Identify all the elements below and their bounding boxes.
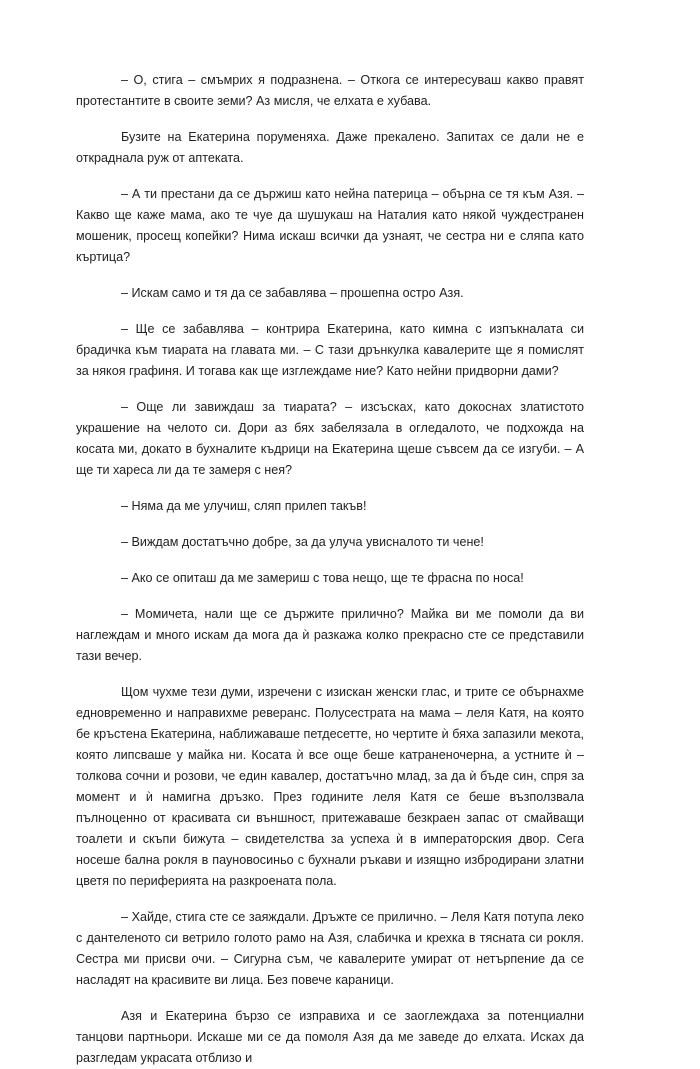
paragraph: Бузите на Екатерина поруменяха. Даже прекалено. Запитах се дали не е откраднала руж от аптеката. (76, 130, 584, 165)
paragraph: – О, стига – смъмрих я подразнена. – Откога се интересуваш какво правят протестантите в своите земи? Аз мисля, че елхата е хубава. (76, 73, 584, 108)
paragraph: – А ти престани да се държиш като нейна патерица – обърна се тя към Азя. – Какво ще каже мама, ако те чуе да шушукаш на Наталия като някой чуждестранен мошеник, просещ копейки? Нима искаш всички да узнаят, че сестра ни е сляпа като къртица? (76, 187, 584, 264)
paragraph: Азя и Екатерина бързо се изправиха и се заоглеждаха за потенциални танцови партньори. Искаше ми се да помоля Азя да ме заведе до елхата. Исках да разгледам украсата отблизо и (76, 1009, 584, 1065)
paragraph: – Момичета, нали ще се държите прилично? Майка ви ме помоли да ви наглеждам и много искам да мога да ѝ разкажа колко прекрасно сте се представили тази вечер. (76, 607, 584, 663)
paragraph: – Искам само и тя да се забавлява – прошепна остро Азя. (121, 286, 464, 300)
paragraph: – Хайде, стига сте се заяждали. Дръжте се прилично. – Леля Катя потупа леко с дантеленото си ветрило голото рамо на Азя, слабичка и крехка в тясната си рокля. Сестра ми присви очи. – Сигурна съм, че кавалерите умират от нетърпение да се насладят на красивите ви лица. Без повече караници. (76, 910, 584, 987)
paragraph: Щом чухме тези думи, изречени с изискан женски глас, и трите се обърнахме едновременно и направихме реверанс. Полусестрата на мама – леля Катя, на която бе кръстена Екатерина, наближаваше петдесетте, но чертите ѝ бяха запазили мекота, която липсваше у майка ни. Косата ѝ все още беше катраненочерна, а устните ѝ – толкова сочни и розови, че един кавалер, достатъчно млад, за да ѝ бъде син, спря за момент и ѝ намигна дръзко. През годините леля Катя се беше възползвала пълноценно от красивата си външност, притежаваше безкраен запас от смайващи тоалети и скъпи бижута – свидетелства за успеха ѝ в императорския двор. Сега носеше бална рокля в пауновосиньо с бухнали ръкави и изящно избродирани златни цветя по периферията на разкроената пола. (76, 685, 584, 888)
paragraph: – Виждам достатъчно добре, за да улуча увисналото ти чене! (121, 535, 484, 549)
paragraph: – Няма да ме улучиш, сляп прилеп такъв! (121, 499, 367, 513)
paragraph: – Още ли завиждаш за тиарата? – изсъсках, като докоснах златистото украшение на челото си. Дори аз бях забелязала в огледалото, че подхожда на косата ми, докато в бухналите къдрици на Екатерина щеше съвсем да се изгуби. – А ще ти хареса ли да те замеря с нея? (76, 400, 584, 477)
paragraph: – Ще се забавлява – контрира Екатерина, като кимна с изпъкналата си брадичка към тиарата на главата ми. – С тази дрънкулка кавалерите ще я помислят за някоя графиня. И тогава как ще изглеждаме ние? Като нейни придворни дами? (76, 322, 584, 378)
paragraph: – Ако се опиташ да ме замериш с това нещо, ще те фрасна по носа! (121, 571, 524, 585)
